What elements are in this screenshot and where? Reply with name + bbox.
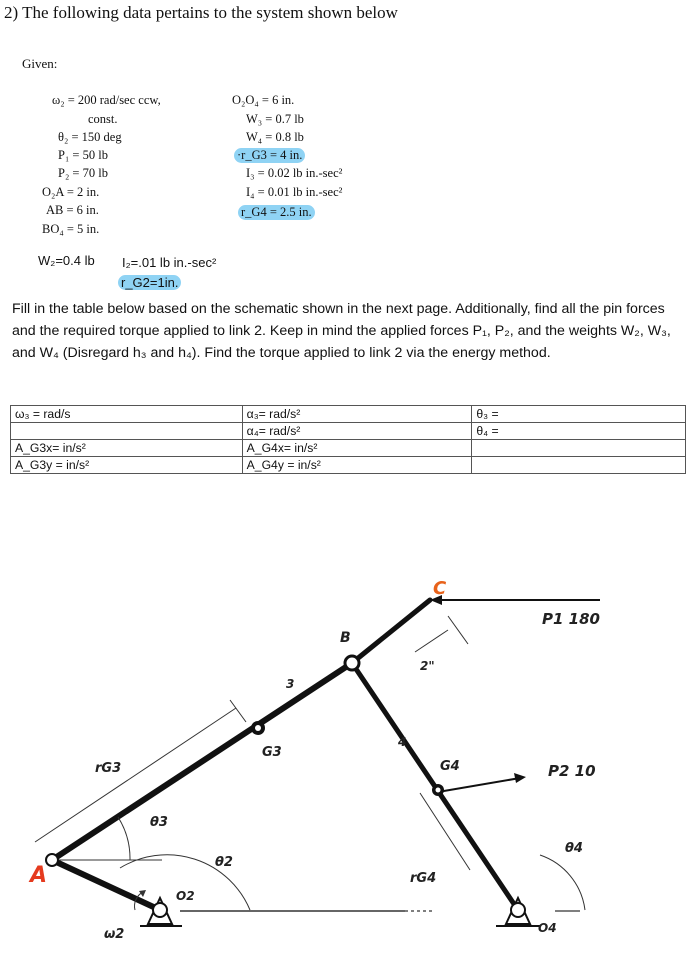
label-link3: 3 bbox=[286, 677, 295, 691]
label-A: A bbox=[30, 863, 48, 888]
given-i2: I₂=.01 lb in.-sec² bbox=[122, 255, 217, 270]
pin-o2 bbox=[153, 903, 167, 917]
given-w4: W₄ = 0.8 lb bbox=[246, 130, 304, 144]
rg3-dim-line bbox=[35, 708, 236, 842]
cell-empty[interactable] bbox=[11, 423, 243, 440]
results-table bbox=[10, 405, 686, 474]
label-dim-2in: 2" bbox=[420, 659, 435, 673]
table-row bbox=[11, 406, 686, 423]
given-omega2: ω₂ = 200 rad/sec ccw, bbox=[52, 93, 161, 107]
given-o2o4: O₂O₄ = 6 in. bbox=[232, 93, 295, 107]
pin-o4 bbox=[511, 903, 525, 917]
pin-B bbox=[345, 656, 359, 670]
label-rg3: rG3 bbox=[95, 761, 122, 776]
label-g3: G3 bbox=[262, 745, 282, 760]
center-g3-dot bbox=[255, 725, 261, 731]
label-p1: P1 180 bbox=[542, 610, 600, 628]
cell-ag4x[interactable]: A_G4x= in/s² bbox=[242, 440, 472, 457]
given-rg2: r_G2=1in. bbox=[118, 275, 181, 290]
given-theta2: θ₂ = 150 deg bbox=[58, 130, 122, 144]
given-w2: W₂=0.4 lb bbox=[38, 253, 95, 268]
cell-ag4y[interactable]: A_G4y = in/s² bbox=[242, 457, 472, 474]
cell-omega3[interactable]: ω₃ = rad/s bbox=[11, 406, 243, 423]
given-p2: P₂ = 70 lb bbox=[58, 166, 108, 180]
label-p2: P2 10 bbox=[548, 762, 596, 780]
cell-ag3x[interactable]: A_G3x= in/s² bbox=[11, 440, 243, 457]
cell-alpha4[interactable]: α₄= rad/s² bbox=[242, 423, 472, 440]
dim-2in-tick bbox=[448, 616, 468, 644]
dim-2in-line bbox=[415, 630, 448, 652]
given-i4: I₄ = 0.01 lb in.-sec² bbox=[246, 185, 343, 199]
cell-theta4[interactable]: θ₄ = bbox=[472, 423, 686, 440]
given-rg4: r_G4 = 2.5 in. bbox=[238, 205, 315, 220]
link-3-extension bbox=[352, 600, 430, 663]
given-label: Given: bbox=[22, 56, 58, 71]
label-C: C bbox=[433, 578, 447, 599]
theta4-arc bbox=[540, 855, 585, 910]
instructions-paragraph: Fill in the table below based on the schematic shown in the next page. Additionally, find all the pin forces and the required torque applied to link 2. Keep in mind the applied forces P₁, P₂, and the weights W₂, W₃, and W₄ (Disregard h₃ and h₄). Find the torque applied to link 2 via the energy method. bbox=[12, 301, 671, 361]
cell-theta3[interactable]: θ₃ = bbox=[472, 406, 686, 423]
pin-A bbox=[46, 854, 58, 866]
theta3-arc bbox=[118, 817, 130, 860]
force-p2-line bbox=[438, 778, 520, 792]
given-ab: AB = 6 in. bbox=[46, 203, 99, 217]
label-theta3: θ3 bbox=[150, 815, 168, 830]
given-p1: P₁ = 50 lb bbox=[58, 148, 108, 162]
link-2 bbox=[52, 860, 160, 910]
cell-ag3y[interactable]: A_G3y = in/s² bbox=[11, 457, 243, 474]
given-w3: W₃ = 0.7 lb bbox=[246, 112, 304, 126]
cell-alpha3[interactable]: α₃= rad/s² bbox=[242, 406, 472, 423]
problem-title: 2) The following data pertains to the system shown below bbox=[4, 3, 398, 22]
label-rg4: rG4 bbox=[410, 871, 437, 886]
given-o2a: O₂A = 2 in. bbox=[42, 185, 100, 199]
mechanism-diagram bbox=[0, 560, 691, 955]
force-p2-arrowhead bbox=[514, 773, 526, 783]
table-row bbox=[11, 457, 686, 474]
label-omega2: ω2 bbox=[104, 927, 125, 942]
label-theta4: θ4 bbox=[565, 841, 583, 856]
given-rg3: ·r_G3 = 4 in. bbox=[234, 148, 305, 163]
cell-empty[interactable] bbox=[472, 440, 686, 457]
table-row bbox=[11, 423, 686, 440]
label-B: B bbox=[340, 630, 351, 646]
label-g4: G4 bbox=[440, 759, 460, 774]
center-g4-dot bbox=[436, 788, 441, 793]
given-i3: I₃ = 0.02 lb in.-sec² bbox=[246, 166, 343, 180]
label-link4: 4 bbox=[398, 735, 407, 749]
label-o4: O4 bbox=[538, 921, 557, 935]
given-const: const. bbox=[88, 112, 118, 126]
label-theta2: θ2 bbox=[215, 855, 233, 870]
table-row bbox=[11, 440, 686, 457]
label-o2: O2 bbox=[176, 889, 195, 903]
given-bo4: BO₄ = 5 in. bbox=[42, 222, 100, 236]
cell-empty[interactable] bbox=[472, 457, 686, 474]
